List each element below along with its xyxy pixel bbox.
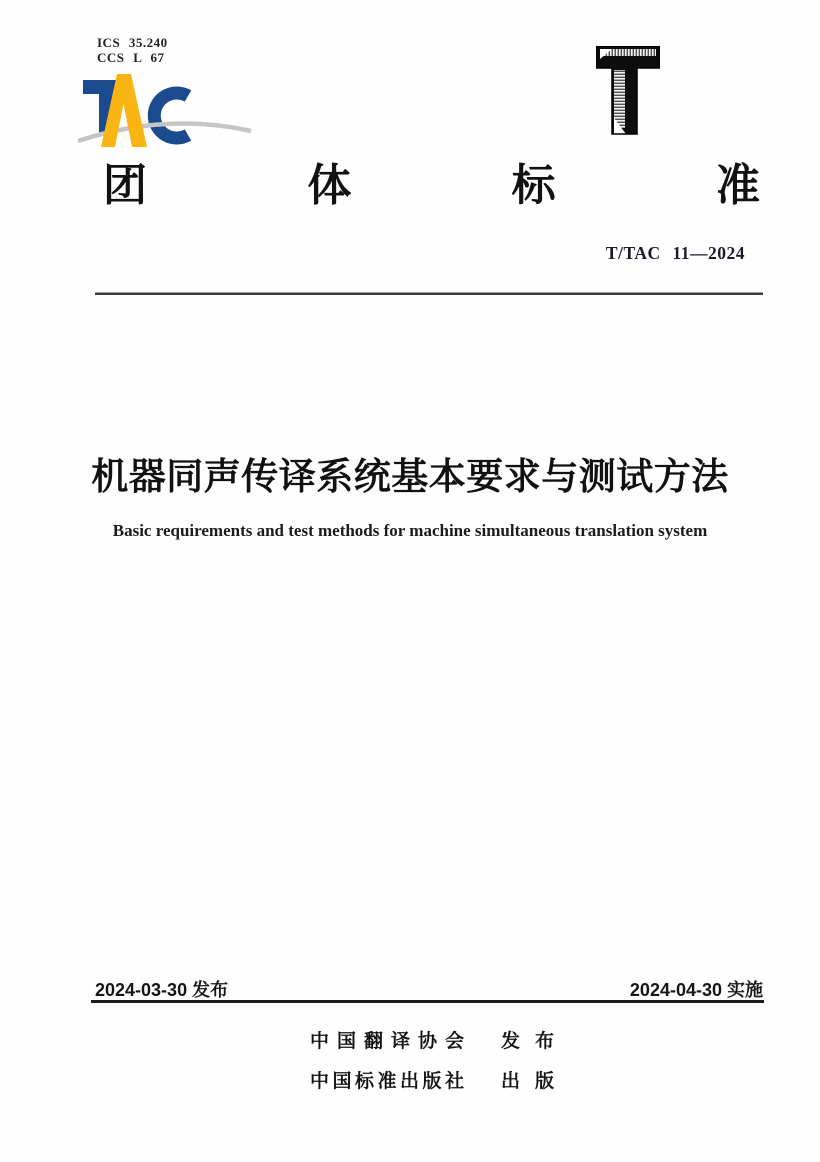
standard-type-char: 标 [511,161,556,210]
publisher-row [310,1026,554,1053]
ics-code: ICS 35.240 [97,35,168,50]
standard-type-char: 团 [103,161,147,210]
document-title-zh: 机器同声传译系统基本要求与测试方法 [91,456,729,497]
publisher-row [310,1066,554,1093]
publisher-org: 中国标准出版社 [310,1071,464,1092]
publisher-role: 发 布 [501,1031,554,1052]
publisher-role: 出 版 [501,1071,554,1092]
standard-t-emblem-icon [596,46,660,136]
standard-type-char: 体 [307,161,352,210]
implement-date: 2024-04-30 实施 [629,980,763,1000]
standard-type-title [103,163,760,209]
ccs-code: CCS L 67 [97,50,165,65]
tac-logo [78,70,253,152]
standard-number: T/TAC 11—2024 [605,243,745,263]
document-title-en: Basic requirements and test methods for machine simultaneous translation system [112,521,708,540]
date-row [95,976,763,1002]
publisher-org: 中国翻译协会 [310,1031,464,1052]
classification-codes [97,35,168,65]
header-divider [95,292,763,295]
standard-type-char: 准 [715,161,760,210]
footer-divider [91,1000,764,1003]
publish-date: 2024-03-30 发布 [95,980,229,1000]
publisher-block [310,1026,554,1093]
